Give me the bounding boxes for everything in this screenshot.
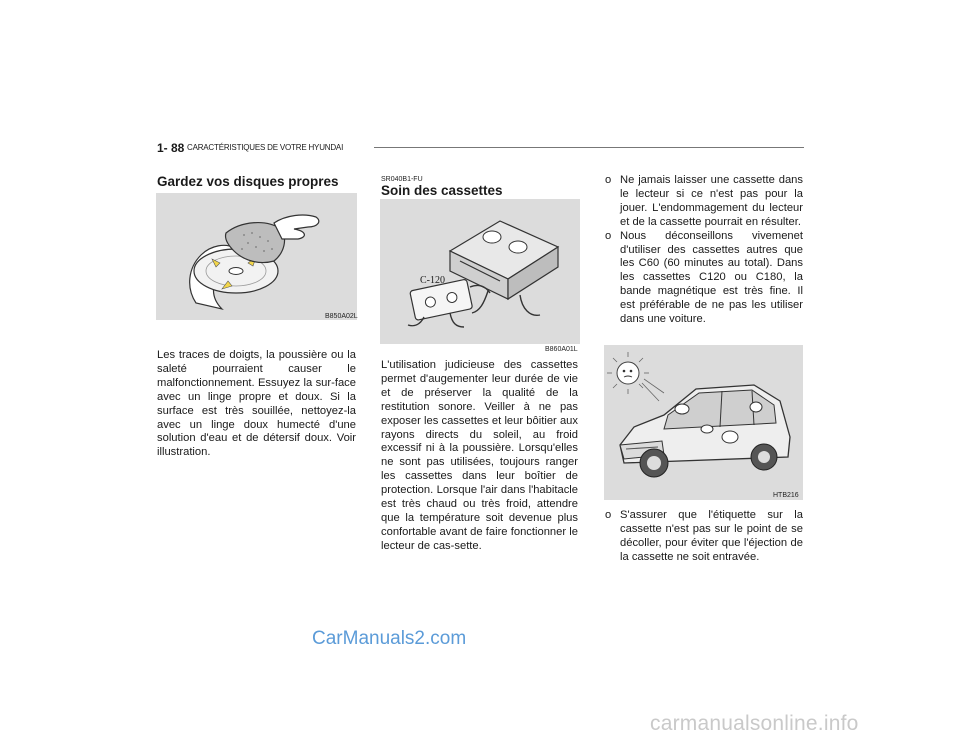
paragraph-clean-discs: Les traces de doigts, la poussière ou la saleté pourraient causer le malfonctionnement. Essuyez la sur-face avec un linge propre et doux. Si la surface est très souillée, nettoyez-la avec un linge doux humecté d'une solution d'eau et de détersif doux. Voir illustration. bbox=[157, 349, 356, 459]
bullet-marker: o bbox=[605, 229, 612, 242]
list-item bbox=[605, 230, 803, 327]
cassette-tips-list-bottom bbox=[605, 509, 803, 565]
paragraph-cassette-care: L'utilisation judicieuse des cassettes permet d'augementer leur durée de vie et de préserver la qualité de la restitution sonore. Veiller à ne pas exposer les cassettes et leur bôitier aux rayons directs du soleil, au froid excessif ni à la poussière. Lorsqu'elles ne sont pas utilisées, toujours ranger les cassettes dans leur boîtier de protection. Lorsque l'air dans l'habitacle est très chaud ou très froid, attendre que la température soit devenue plus confortable avant de faire fonctionner le lecteur de cas-sette. bbox=[381, 359, 578, 552]
heading-cassette-care: Soin des cassettes bbox=[381, 183, 503, 198]
section-title: CARACTÉRISTIQUES DE VOTRE HYUNDAI bbox=[187, 143, 344, 152]
section-code: SR040B1-FU bbox=[381, 176, 423, 183]
tip-use-c60: Nous déconseillons vivemenet d'utiliser des cassettes autres que les C60 (60 minutes au total). Dans les cassettes C120 ou C180, la bande magnétique est très fine. Il est préférable de ne pas les utiliser dans une voiture. bbox=[620, 229, 803, 326]
figure-code-htb216: HTB216 bbox=[773, 492, 799, 499]
car-interior-heat-illustration bbox=[604, 345, 803, 500]
hatchback-car-icon bbox=[604, 345, 803, 500]
tip-do-not-leave-cassette: Ne jamais laisser une cassette dans le lecteur si ce n'est pas pour la jouer. L'endommagement du lecteur et de la cassette pourrait en résulter. bbox=[620, 174, 803, 228]
cassette-label: C-120 bbox=[420, 275, 445, 286]
carmanualsonline-watermark[interactable]: carmanualsonline.info bbox=[650, 712, 859, 735]
list-item bbox=[605, 174, 803, 230]
cassette-illustration bbox=[380, 199, 580, 344]
heading-clean-discs: Gardez vos disques propres bbox=[157, 174, 339, 189]
page-number: 1- 88 bbox=[157, 141, 185, 155]
disc-cleaning-illustration bbox=[156, 193, 357, 320]
bullet-marker: o bbox=[605, 509, 612, 521]
tip-label-not-peeling: S'assurer que l'étiquette sur la cassette n'est pas sur le point de se décoller, pour éviter que l'éjection de la cassette ne soit entravée. bbox=[620, 509, 803, 563]
carmanuals-watermark[interactable]: CarManuals2.com bbox=[312, 628, 467, 649]
list-item bbox=[605, 509, 803, 565]
cassette-tips-list-top bbox=[605, 174, 803, 327]
bullet-marker: o bbox=[605, 174, 612, 186]
figure-code-b860a01l: B860A01L bbox=[545, 346, 578, 353]
figure-code-b850a02l: B850A02L bbox=[325, 313, 358, 320]
cassette-player-cartoon-icon bbox=[380, 199, 580, 344]
hand-cleaning-disc-icon bbox=[156, 193, 357, 320]
header-rule bbox=[374, 147, 804, 148]
